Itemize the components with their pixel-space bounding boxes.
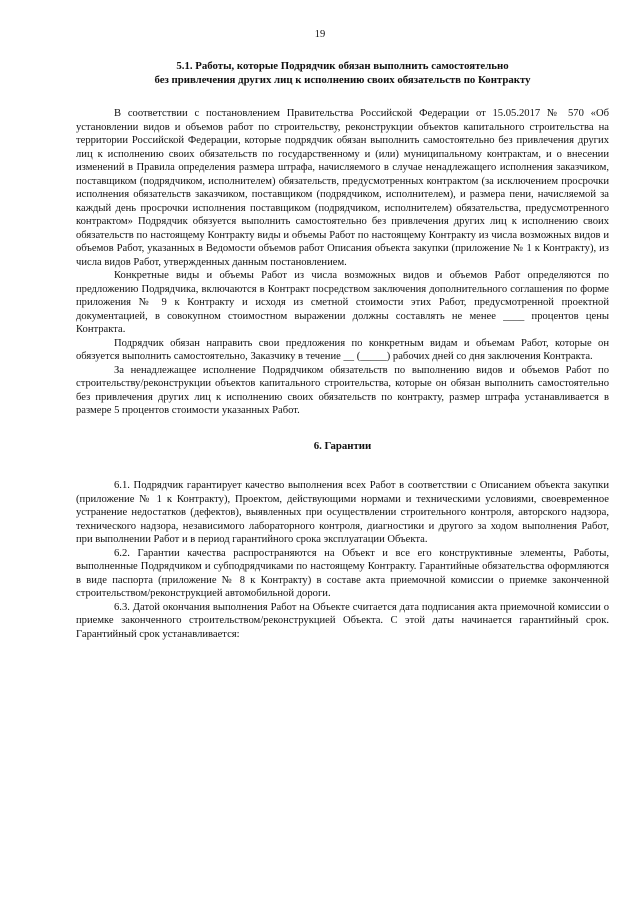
page-number: 19 bbox=[314, 29, 326, 40]
section-6-paragraph-2: 6.2. Гарантии качества распространяются на Объект и все его конструктивные элементы, Работы, выполненные Подрядчиком и субподрядчиками по настоящему Контракту. Гарантийные обязательства оформляются в виде паспорта (приложение № 8 к Контракту) в составе акта приемочной комиссии о приемке законченной строительством/реконструкцией автомобильной дороги. bbox=[76, 547, 609, 599]
section-5-1-paragraph-3: Подрядчик обязан направить свои предложения по конкретным видам и объемам Работ, которые он обязуется выполнить самостоятельно, Заказчику в течение __ (_____) рабочих дней со дня заключения Контракта. bbox=[76, 337, 609, 362]
section-6-paragraph-3: 6.3. Датой окончания выполнения Работ на Объекте считается дата подписания акта приемочной комиссии о приемке законченного строительством/реконструкцией Объекта. С этой даты начинается гарантийный срок. Гарантийный срок устанавливается: bbox=[76, 601, 609, 640]
section-5-1-heading-line-2: без привлечения других лиц к исполнению своих обязательств по Контракту bbox=[154, 73, 531, 86]
section-6-heading: 6. Гарантии bbox=[313, 439, 372, 452]
section-6-paragraph-1: 6.1. Подрядчик гарантирует качество выполнения всех Работ в соответствии с Описанием объекта закупки (приложение № 1 к Контракту), Проектом, действующими нормами и техническими условиями, своевременное устранение недостатков (дефектов), выявленных при осуществлении строительного контроля, авторского надзора, технического надзора, независимого лабораторного контроля, диагностики и другого за ходом выполнения Работ, при выполнении Работ и в период гарантийного срока эксплуатации Объекта. bbox=[76, 480, 609, 545]
section-5-1-heading-line-1: 5.1. Работы, которые Подрядчик обязан выполнить самостоятельно bbox=[176, 60, 509, 72]
section-5-1-paragraph-4: За ненадлежащее исполнение Подрядчиком обязательств по выполнению видов и объемов Работ по строительству/реконструкции объектов капитального строительства, которые он обязан выполнить самостоятельно без привлечения других лиц к исполнению своих обязательств по контракту, размер штрафа устанавливается в размере 5 процентов стоимости указанных Работ. bbox=[76, 364, 609, 416]
page-content bbox=[76, 60, 609, 641]
section-5-1-heading bbox=[76, 60, 609, 87]
section-5-1-paragraph-2: Конкретные виды и объемы Работ из числа возможных видов и объемов Работ определяются по предложению Подрядчика, включаются в Контракт посредством заключения дополнительного соглашения по форме приложения № 9 к Контракту и исходя из сметной стоимости этих Работ, предусмотренной проектной документацией, в совокупном стоимостном выражении должны составлять не менее ____ процентов цены Контракта. bbox=[76, 270, 609, 335]
section-5-1-paragraph-1: В соответствии с постановлением Правительства Российской Федерации от 15.05.2017 № 570 «Об установлении видов и объемов работ по строительству, реконструкции объектов капитального строительства на территории Российской Федерации, которые подрядчик обязан выполнить самостоятельно без привлечения других лиц к исполнению своих обязательств по государственному и (или) муниципальному контрактам, и о внесении изменений в Правила определения размера штрафа, начисляемого в случае ненадлежащего исполнения заказчиком, поставщиком (подрядчиком, исполнителем) обязательств, предусмотренных контрактом (за исключением просрочки исполнения обязательств заказчиком, поставщиком (подрядчиком, исполнителем), и размера пени, начисляемой за каждый день просрочки исполнения поставщиком (подрядчиком, исполнителем) обязательства, предусмотренного контрактом» Подрядчик обязуется выполнить самостоятельно без привлечения других лиц к исполнению своих обязательств по настоящему Контракту виды и объемы Работ по настоящему Контракту из числа возможных видов и объемов Работ, указанных в Ведомости объемов работ Описания объекта закупки (приложение № 1 к Контракту), из числа видов Работ, утвержденных данным постановлением. bbox=[76, 108, 609, 268]
